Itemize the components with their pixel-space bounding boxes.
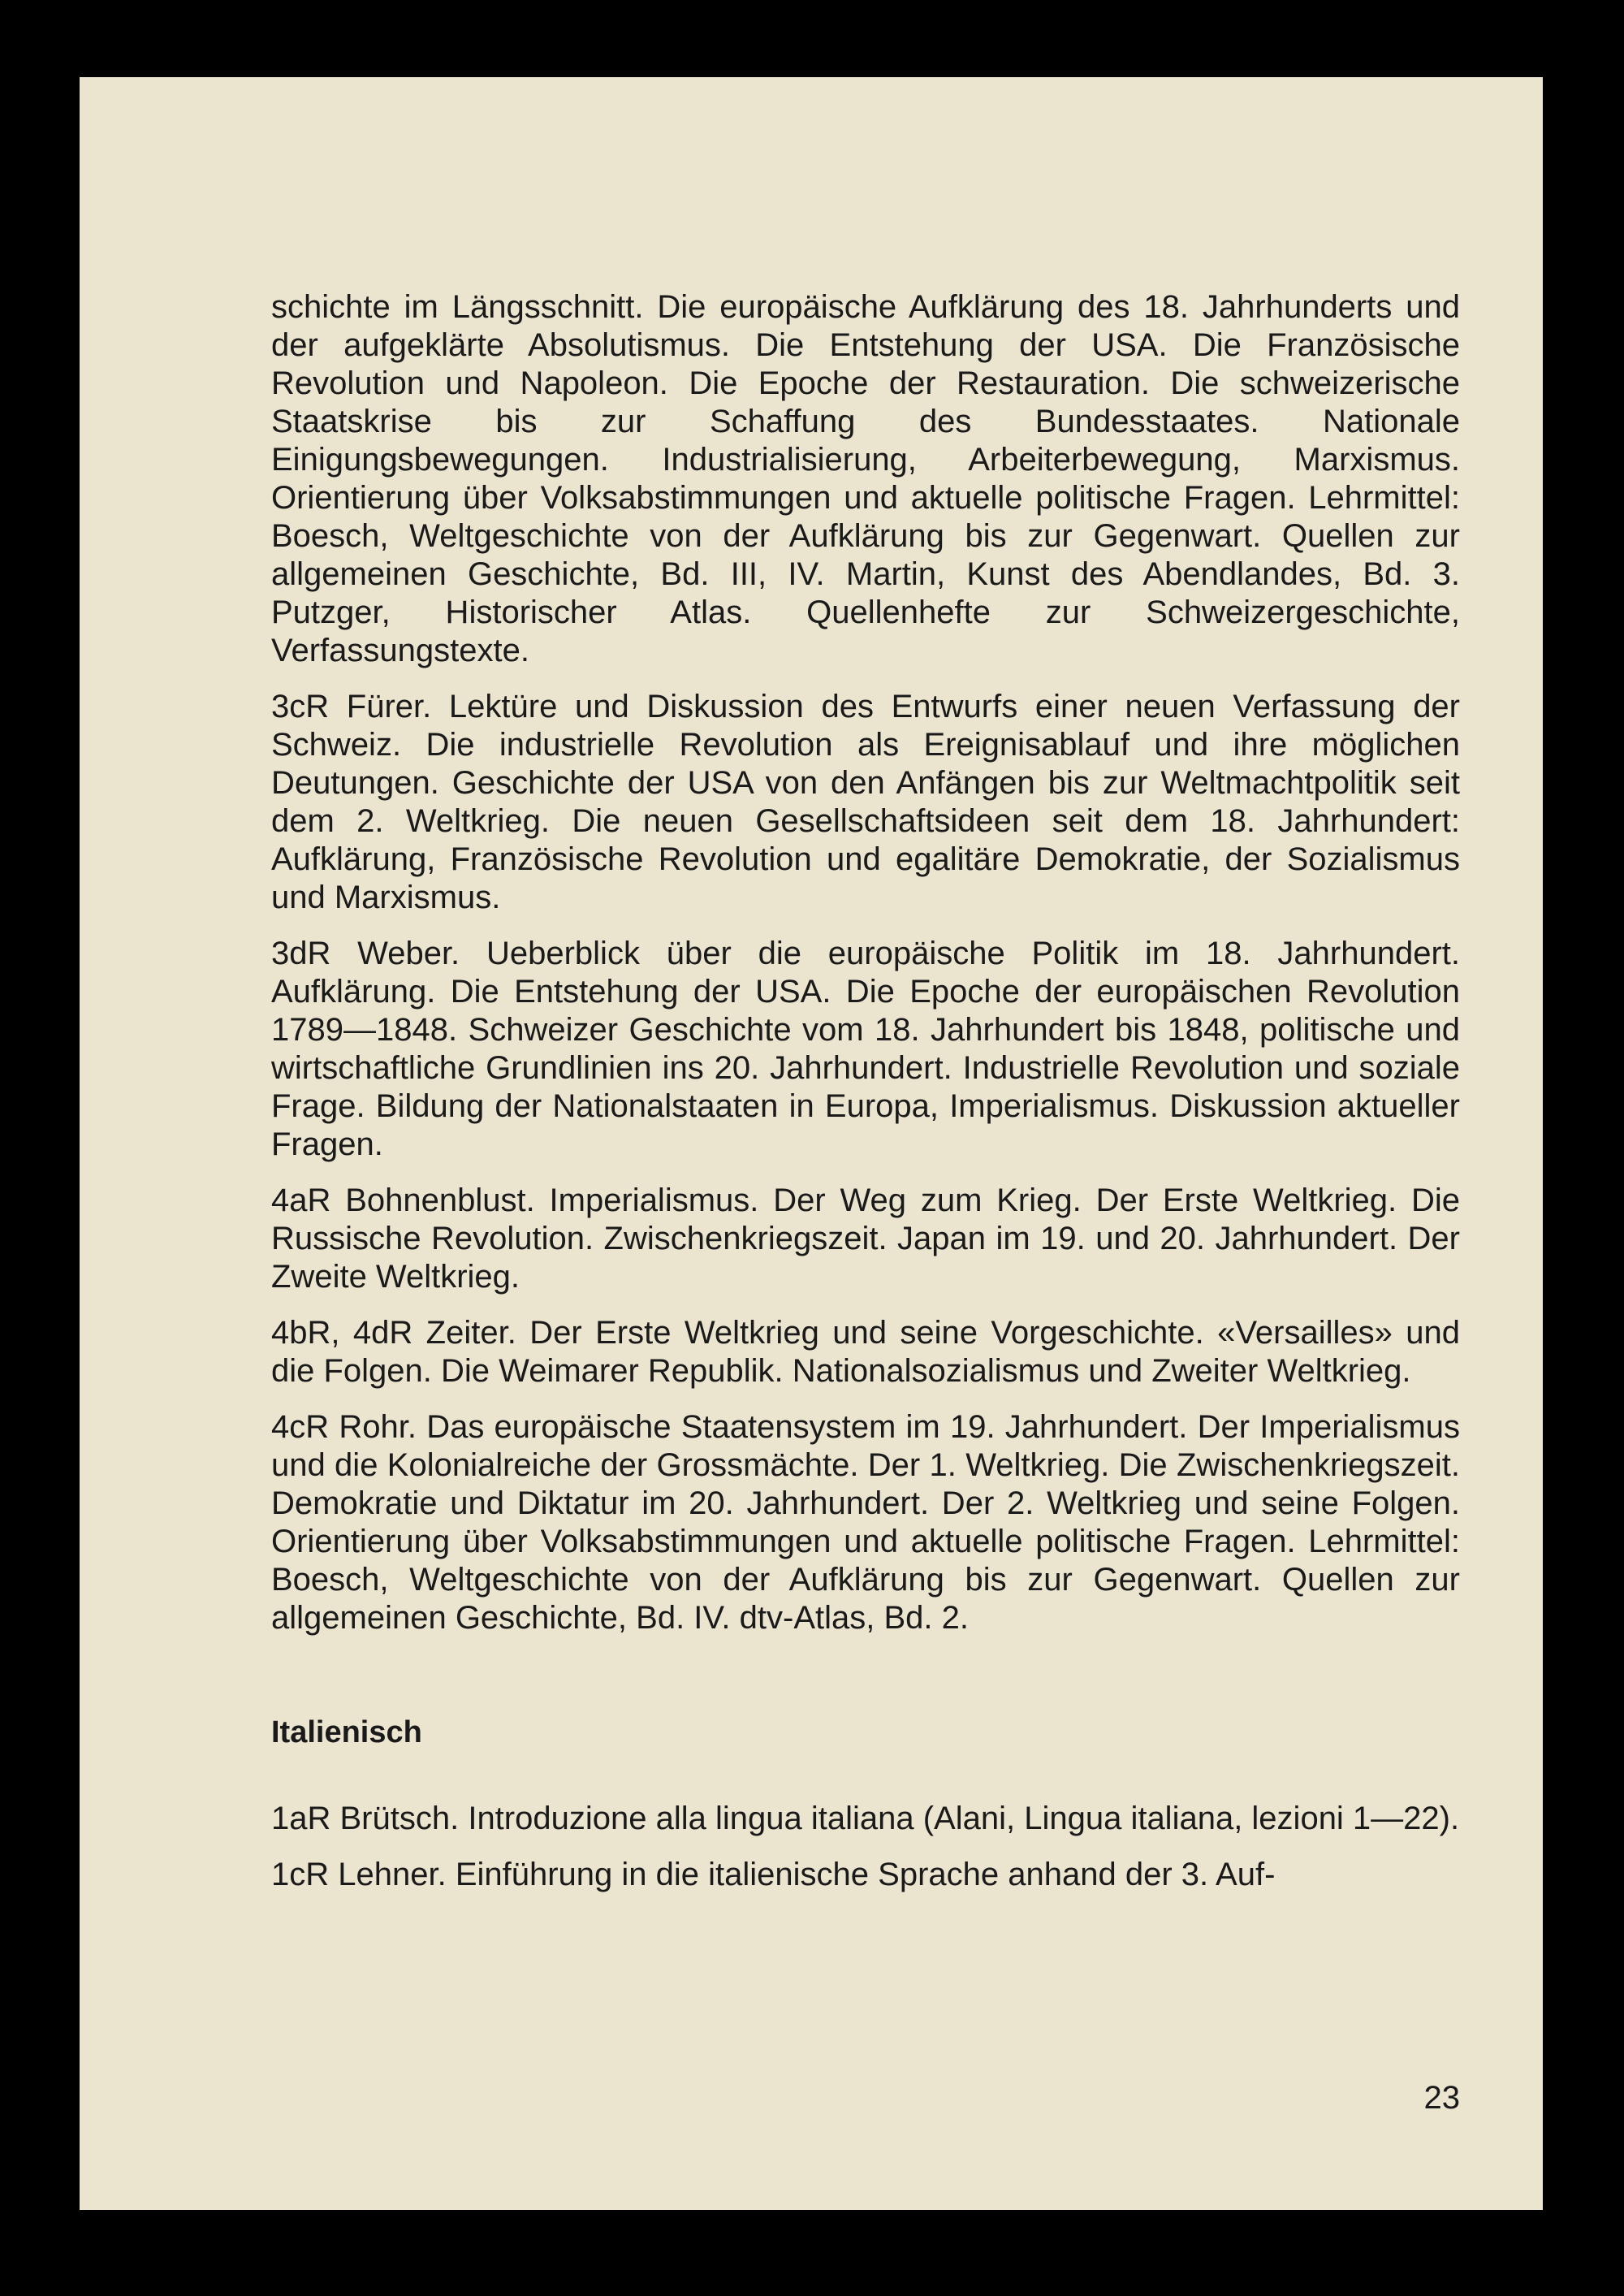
paragraph-3dr-weber: 3dR Weber. Ueberblick über die europäische Politik im 18. Jahrhundert. Aufklärung. Die Entstehung der USA. Die Epoche der europäischen Revolution 1789—1848. Schweizer Geschichte vom 18. Jahrhundert bis 1848, politische und wirtschaftliche Grundlinien ins 20. Jahrhundert. Industrielle Revolution und soziale Frage. Bildung der Nationalstaaten in Europa, Imperialismus. Diskussion aktueller Fragen. [271,936,1460,1162]
page-content [271,288,1460,1912]
section-heading-italienisch: Italienisch [271,1715,422,1749]
paragraph-history-continuation: schichte im Längsschnitt. Die europäische Aufklärung des 18. Jahrhunderts und der aufgeklärte Absolutismus. Die Entstehung der USA. Die Französische Revolution und Napoleon. Die Epoche der Restauration. Die schweizerische Staatskrise bis zur Schaffung des Bundesstaates. Nationale Einigungsbewegungen. Industrialisierung, Arbeiterbewegung, Marxismus. Orientierung über Volksabstimmungen und aktuelle politische Fragen. Lehrmittel: Boesch, Weltgeschichte von der Aufklärung bis zur Gegenwart. Quellen zur allgemeinen Geschichte, Bd. III, IV. Martin, Kunst des Abendlandes, Bd. 3. Putzger, Historischer Atlas. Quellenhefte zur Schweizergeschichte, Verfassungstexte. [271,289,1460,668]
page-number: 23 [1423,2080,1460,2116]
paragraph-1ar-bruetsch: 1aR Brütsch. Introduzione alla lingua italiana (Alani, Lingua italiana, lezioni 1—22). [271,1801,1460,1836]
paragraph-4br-4dr-zeiter: 4bR, 4dR Zeiter. Der Erste Weltkrieg und seine Vorgeschichte. «Versailles» und die Folgen. Die Weimarer Republik. Nationalsozialismus und Zweiter Weltkrieg. [271,1315,1460,1389]
paragraph-1cr-lehner: 1cR Lehner. Einführung in die italienische Sprache anhand der 3. Auf- [271,1857,1276,1892]
paragraph-4ar-bohnenblust: 4aR Bohnenblust. Imperialismus. Der Weg zum Krieg. Der Erste Weltkrieg. Die Russische Revolution. Zwischenkriegszeit. Japan im 19. und 20. Jahrhundert. Der Zweite Weltkrieg. [271,1183,1460,1295]
paragraph-4cr-rohr: 4cR Rohr. Das europäische Staatensystem im 19. Jahrhundert. Der Imperialismus und die Kolonialreiche der Grossmächte. Der 1. Weltkrieg. Die Zwischenkriegszeit. Demokratie und Diktatur im 20. Jahrhundert. Der 2. Weltkrieg und seine Folgen. Orientierung über Volksabstimmungen und aktuelle politische Fragen. Lehrmittel: Boesch, Weltgeschichte von der Aufklärung bis zur Gegenwart. Quellen zur allgemeinen Geschichte, Bd. IV. dtv-Atlas, Bd. 2. [271,1409,1460,1636]
document-page [80,77,1543,2210]
paragraph-3cr-fuerer: 3cR Fürer. Lektüre und Diskussion des Entwurfs einer neuen Verfassung der Schweiz. Die industrielle Revolution als Ereignisablauf und ihre möglichen Deutungen. Geschichte der USA von den Anfängen bis zur Weltmachtpolitik seit dem 2. Weltkrieg. Die neuen Gesellschaftsideen seit dem 18. Jahrhundert: Aufklärung, Französische Revolution und egalitäre Demokratie, der Sozialismus und Marxismus. [271,689,1460,915]
